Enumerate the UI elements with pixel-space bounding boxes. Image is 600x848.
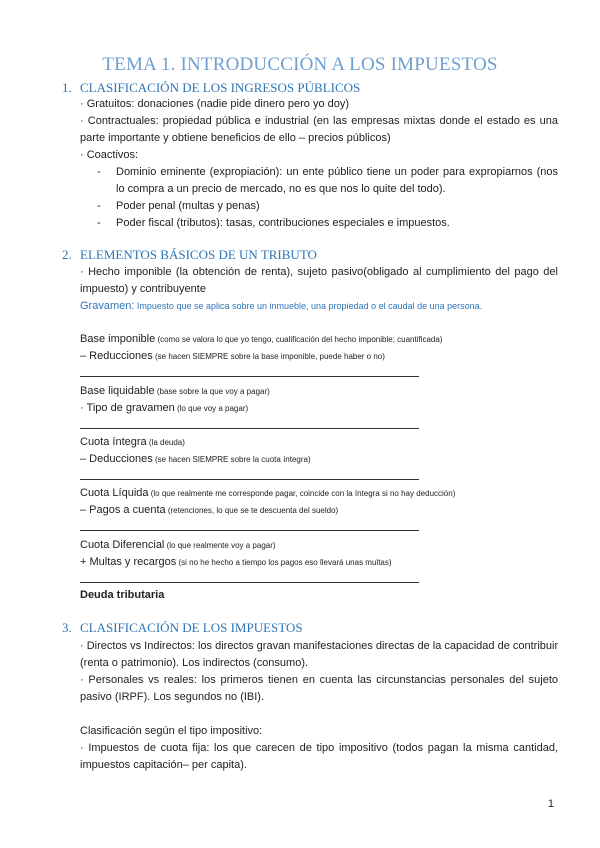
cuota-integra-note: (la deuda) [146, 438, 185, 447]
pagos-cuenta-note: (retenciones, lo que se te descuenta del sueldo) [165, 506, 339, 515]
base-imponible-line [80, 331, 558, 348]
tipo-gravamen-note: (lo que voy a pagar) [174, 404, 249, 413]
s2-line-hecho-2: impuesto) y contribuyente [80, 283, 206, 295]
s1-line-coactivos: · Coactivos: [80, 149, 139, 161]
section-2-number: 2. [62, 247, 72, 262]
multas-line [80, 554, 558, 571]
gravamen-text: Impuesto que se aplica sobre un inmueble, una propiedad o el caudal de una persona. [134, 301, 483, 311]
divider-line [80, 582, 419, 583]
reducciones-line [80, 348, 558, 365]
deducciones-label: – Deducciones [80, 453, 153, 465]
pagos-cuenta-label: – Pagos a cuenta [80, 504, 166, 516]
gravamen-label: Gravamen: [80, 300, 135, 312]
divider-line [80, 479, 419, 480]
tipo-gravamen-label: · Tipo de gravamen [80, 402, 175, 414]
s3-line-directos-1: · Directos vs Indirectos: los directos gravan manifestaciones directas de la capacidad de contribuir [80, 640, 559, 652]
cuota-diferencial-note: (lo que realmente voy a pagar) [164, 541, 276, 550]
s1-line-contractuales-2: parte importante y obtiene beneficios de ello – precios públicos) [80, 132, 391, 144]
page-number: 1 [547, 798, 554, 810]
section-3-title: CLASIFICACIÓN DE LOS IMPUESTOS [80, 620, 303, 635]
section-2-title: ELEMENTOS BÁSICOS DE UN TRIBUTO [80, 247, 317, 262]
cuota-liquida-note: (lo que realmente me corresponde pagar, coincide con la íntegra si no hay deducción) [148, 489, 456, 498]
s1-bullet-fiscal: Poder fiscal (tributos): tasas, contribuciones especiales e impuestos. [116, 217, 450, 229]
s2-line-hecho-1: · Hecho imponible (la obtención de renta), sujeto pasivo(obligado al cumplimiento del pago del [80, 266, 558, 278]
section-3-heading [62, 620, 303, 636]
s3-line-clasificacion: Clasificación según el tipo impositivo: [80, 725, 263, 737]
section-1-heading [62, 80, 360, 96]
cuota-integra-line [80, 434, 558, 451]
section-1-title: CLASIFICACIÓN DE LOS INGRESOS PÚBLICOS [80, 80, 361, 95]
deducciones-line [80, 451, 558, 468]
divider-line [80, 530, 419, 531]
base-imponible-note: (como se valora lo que yo tengo, cualificación del hecho imponible; cuantificada) [155, 335, 443, 344]
base-imponible-label: Base imponible [80, 333, 156, 345]
base-liquidable-note: (base sobre la que voy a pagar) [154, 387, 270, 396]
cuota-integra-label: Cuota íntegra [80, 436, 147, 448]
cuota-diferencial-line [80, 537, 558, 554]
divider-line [80, 428, 419, 429]
s3-line-personales-2: pasivo (IRPF). Los segundos no (IBI). [80, 691, 265, 703]
bullet-dash: - [97, 166, 101, 178]
bullet-dash: - [97, 200, 101, 212]
reducciones-note: (se hacen SIEMPRE sobre la base imponible, puede haber o no) [152, 352, 385, 361]
s1-bullet-dominio-1: Dominio eminente (expropiación): un ente público tiene un poder para expropiarnos (nos [116, 166, 558, 178]
cuota-diferencial-label: Cuota Diferencial [80, 539, 165, 551]
page-title: TEMA 1. INTRODUCCIÓN A LOS IMPUESTOS [102, 54, 498, 75]
cuota-liquida-line [80, 485, 558, 502]
section-1-number: 1. [62, 80, 72, 95]
s3-line-cuota-fija-1: · Impuestos de cuota fija: los que carecen de tipo impositivo (todos pagan la misma cantidad, [80, 742, 558, 754]
section-2-heading [62, 247, 317, 263]
deuda-tributaria: Deuda tributaria [80, 589, 165, 601]
s1-line-contractuales-1: · Contractuales: propiedad pública e industrial (en las empresas mixtas donde el estado es una [80, 115, 558, 127]
base-liquidable-label: Base liquidable [80, 385, 155, 397]
s3-line-personales-1: · Personales vs reales: los primeros tienen en cuenta las circunstancias personales del sujeto [80, 674, 558, 686]
divider-line [80, 376, 419, 377]
reducciones-label: – Reducciones [80, 350, 153, 362]
base-liquidable-line [80, 383, 558, 400]
pagos-cuenta-line [80, 502, 558, 519]
s1-bullet-penal: Poder penal (multas y penas) [116, 200, 260, 212]
s1-bullet-dominio-2: lo compra a un precio de mercado, no es que nos lo quite del todo). [116, 183, 446, 195]
s3-line-cuota-fija-2: impuestos capitación– per capita). [80, 759, 247, 771]
s1-line-gratuitos: · Gratuitos: donaciones (nadie pide dinero pero yo doy) [80, 98, 350, 110]
s3-line-directos-2: (renta o patrimonio). Los indirectos (consumo). [80, 657, 309, 669]
tipo-gravamen-line [80, 400, 558, 417]
cuota-liquida-label: Cuota Líquida [80, 487, 149, 499]
bullet-dash: - [97, 217, 101, 229]
s2-gravamen [80, 298, 558, 315]
deducciones-note: (se hacen SIEMPRE sobre la cuota íntegra) [152, 455, 311, 464]
multas-note: (si no he hecho a tiempo los pagos eso llevará unas multas) [176, 558, 392, 567]
multas-label: + Multas y recargos [80, 556, 177, 568]
section-3-number: 3. [62, 620, 72, 635]
